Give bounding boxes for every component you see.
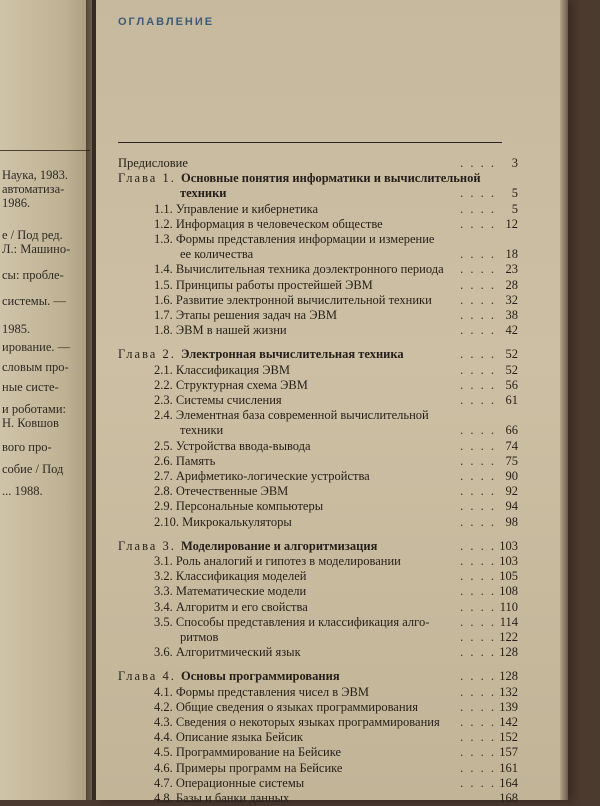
leader-dots: . . . . [460,554,496,568]
leader-dots: . . . . [460,393,496,407]
toc-page-number: 98 [505,514,518,529]
toc-page-number: 108 [499,584,518,599]
toc-title: 1.7. Этапы решения задач на ЭВМ [154,308,337,322]
toc-entry [118,515,518,530]
toc-title: 4.5. Программирование на Бейсике [154,745,341,760]
toc-page-number: 92 [505,484,518,499]
toc-page-number: 132 [499,684,518,699]
toc-entry [118,217,518,232]
toc-entry [118,156,518,171]
toc-title [118,171,481,186]
toc-entry [118,408,518,423]
toc-page-number: 90 [505,469,518,483]
toc-page-number: 3 [511,156,518,170]
table-of-contents [96,150,566,805]
page-header: ОГЛАВЛЕНИЕ [118,16,215,28]
toc-page-number: 52 [505,347,518,362]
toc-title: техники [180,186,227,201]
leader-dots: . . . . [460,186,496,201]
toc-title: 4.1. Формы представления чисел в ЭВМ [154,684,369,699]
toc-page-number: 164 [499,775,518,790]
leader-dots: . . . . [460,277,496,292]
toc-page-number: 61 [505,393,518,407]
toc-title: техники [180,423,224,438]
toc-title: 4.8. Базы и банки данных [154,791,290,805]
leader-dots: . . . . [460,156,496,170]
toc-page-number: 74 [505,438,518,453]
toc-page-number: 142 [499,715,518,729]
left-page-line: и роботами: [2,402,66,416]
leader-dots: . . . . [460,499,496,514]
toc-entry [118,569,518,584]
toc-entry [118,262,518,277]
left-page [0,0,92,800]
toc-page-number: 66 [505,423,518,438]
left-page-line: Л.: Машино- [2,242,71,256]
leader-dots: . . . . [460,730,496,745]
left-page-line: ирование. — [2,340,71,354]
leader-dots: . . . . [460,715,496,729]
left-page-line: Наука, 1983. [2,168,68,182]
toc-entry [118,423,518,438]
chapter-title: Моделирование и алгоритмизация [180,538,378,553]
toc-title: ее количества [180,247,254,262]
toc-entry [118,630,518,645]
leader-dots: . . . . [460,347,496,362]
toc-title: 3.5. Способы представления и классификация алго- [154,614,430,629]
toc-title: 2.2. Структурная схема ЭВМ [154,377,308,392]
toc-entry [118,308,518,323]
toc-title: 4.3. Сведения о некоторых языках программирования [154,715,440,729]
toc-title: 4.4. Описание языка Бейсик [154,730,303,745]
leader-dots: . . . . [460,745,496,760]
toc-title [118,669,340,684]
toc-page-number: 94 [505,499,518,514]
toc-entry [118,393,518,408]
toc-page-number: 103 [499,554,518,568]
toc-chapter [118,669,518,684]
toc-page-number: 103 [499,538,518,553]
chapter-number: Глава 2. [118,347,181,362]
toc-title: 4.7. Операционные системы [154,775,305,790]
toc-title: 1.4. Вычислительная техника доэлектронного периода [154,262,444,277]
leader-dots: . . . . [460,669,496,684]
leader-dots: . . . . [460,699,496,714]
toc-entry [118,454,518,469]
toc-entry [118,232,518,247]
toc-page-number: 105 [499,569,518,584]
toc-title: 1.2. Информация в человеческом обществе [154,216,383,231]
leader-dots: . . . . [460,791,496,805]
leader-dots: . . . . [460,599,496,614]
toc-title: Предисловие [118,156,188,170]
toc-title: 2.7. Арифметико-логические устройства [154,469,370,483]
toc-title: 2.1. Классификация ЭВМ [154,362,290,377]
leader-dots: . . . . [460,569,496,584]
toc-entry [118,791,518,806]
leader-dots: . . . . [460,323,496,338]
leader-dots: . . . . [460,247,496,262]
toc-entry [118,776,518,791]
leader-dots: . . . . [460,377,496,392]
leader-dots: . . . . [460,201,496,216]
toc-page-number: 28 [505,277,518,292]
toc-chapter [118,171,518,186]
left-page-line: словым про- [2,360,69,374]
left-page-line: 1985. [2,322,31,336]
toc-title: 1.8. ЭВМ в нашей жизни [154,323,287,338]
toc-title: 1.3. Формы представления информации и измерение [154,232,435,246]
toc-entry [118,293,518,308]
leader-dots: . . . . [460,514,496,529]
leader-dots: . . . . [460,614,496,629]
leader-dots: . . . . [460,423,496,438]
left-page-rule [0,150,90,151]
toc-page-number: 52 [505,362,518,377]
leader-dots: . . . . [460,775,496,790]
left-page-line: сы: пробле- [2,268,64,282]
toc-page-number: 23 [505,262,518,277]
leader-dots: . . . . [460,362,496,377]
chapter-number: Глава 1. [118,171,181,186]
toc-title: 2.9. Персональные компьютеры [154,499,324,514]
toc-page-number: 32 [505,292,518,307]
leader-dots: . . . . [460,453,496,468]
header-rule [118,142,502,143]
toc-entry [118,645,518,660]
leader-dots: . . . . [460,438,496,453]
toc-entry [118,499,518,514]
leader-dots: . . . . [460,484,496,499]
toc-page-number: 128 [499,645,518,660]
toc-entry [118,323,518,338]
toc-entry [118,484,518,499]
chapter-title: Основы программирования [180,669,340,684]
toc-page-number: 5 [511,186,518,201]
toc-chapter [118,347,518,362]
toc-chapter [118,186,518,201]
toc-page-number: 56 [505,377,518,392]
toc-title: 2.10. Микрокалькуляторы [154,514,292,529]
toc-title: 4.2. Общие сведения о языках программирования [154,699,418,714]
toc-entry [118,378,518,393]
left-page-line: Н. Ковшов [2,416,59,430]
toc-page-number: 12 [505,216,518,231]
toc-page-number: 152 [499,730,518,745]
toc-page-number: 18 [505,247,518,262]
toc-entry [118,761,518,776]
toc-title: 3.4. Алгоритм и его свойства [154,599,308,614]
toc-title: 2.6. Память [154,453,216,468]
toc-title: ритмов [180,630,219,644]
toc-title: 1.6. Развитие электронной вычислительной техники [154,292,432,307]
toc-entry [118,439,518,454]
page-edge [560,0,568,800]
toc-entry [118,615,518,630]
toc-page-number: 5 [511,201,518,216]
toc-page-number: 110 [499,599,518,614]
toc-title: 1.5. Принципы работы простейшей ЭВМ [154,277,373,292]
leader-dots: . . . . [460,630,496,644]
left-page-line: ные систе- [2,380,59,394]
leader-dots: . . . . [460,469,496,483]
toc-page-number: 38 [505,308,518,322]
leader-dots: . . . . [460,645,496,660]
toc-entry [118,584,518,599]
toc-entry [118,730,518,745]
left-page-line: ... 1988. [2,484,43,498]
toc-entry [118,700,518,715]
toc-entry [118,745,518,760]
toc-title: 2.5. Устройства ввода-вывода [154,438,311,453]
leader-dots: . . . . [460,308,496,322]
toc-entry [118,247,518,262]
toc-entry [118,600,518,615]
leader-dots: . . . . [460,684,496,699]
right-page [96,0,566,805]
toc-title [118,347,404,362]
toc-entry [118,469,518,484]
leader-dots: . . . . [460,538,496,553]
toc-page-number: 114 [499,614,518,629]
left-page-line: е / Под ред. [2,228,63,242]
toc-entry [118,554,518,569]
chapter-title: Электронная вычислительная техника [180,347,404,362]
toc-page-number: 161 [499,760,518,775]
leader-dots: . . . . [460,292,496,307]
toc-title: 3.6. Алгоритмический язык [154,645,301,660]
toc-title: 1.1. Управление и кибернетика [154,201,319,216]
leader-dots: . . . . [460,216,496,231]
toc-page-number: 168 [499,791,518,805]
toc-entry [118,685,518,700]
toc-entry [118,202,518,217]
leader-dots: . . . . [460,262,496,277]
left-page-line: собие / Под [2,462,64,476]
leader-dots: . . . . [460,760,496,775]
chapter-title: Основные понятия информатики и вычислительной [180,171,481,186]
toc-page-number: 122 [499,630,518,644]
toc-title: 2.3. Системы счисления [154,393,282,407]
toc-page-number: 139 [499,699,518,714]
left-page-line: вого про- [2,440,52,454]
toc-page-number: 157 [499,745,518,760]
toc-entry [118,715,518,730]
toc-title: 2.8. Отечественные ЭВМ [154,484,289,499]
toc-title: 3.2. Классификация моделей [154,569,307,584]
toc-entry [118,363,518,378]
toc-title: 3.3. Математические модели [154,584,307,599]
chapter-number: Глава 3. [118,538,181,553]
left-page-line: автоматиза- [2,182,65,196]
chapter-number: Глава 4. [118,669,181,684]
toc-title [118,539,377,554]
toc-chapter [118,539,518,554]
toc-page-number: 75 [505,453,518,468]
toc-title: 2.4. Элементная база современной вычислительной [154,408,429,423]
toc-title: 4.6. Примеры программ на Бейсике [154,760,343,775]
toc-page-number: 42 [505,323,518,338]
toc-entry [118,278,518,293]
leader-dots: . . . . [460,584,496,599]
left-page-line: системы. — [2,294,66,308]
toc-title: 3.1. Роль аналогий и гипотез в моделировании [154,554,401,568]
left-page-line: 1986. [2,196,31,210]
toc-page-number: 128 [499,669,518,684]
